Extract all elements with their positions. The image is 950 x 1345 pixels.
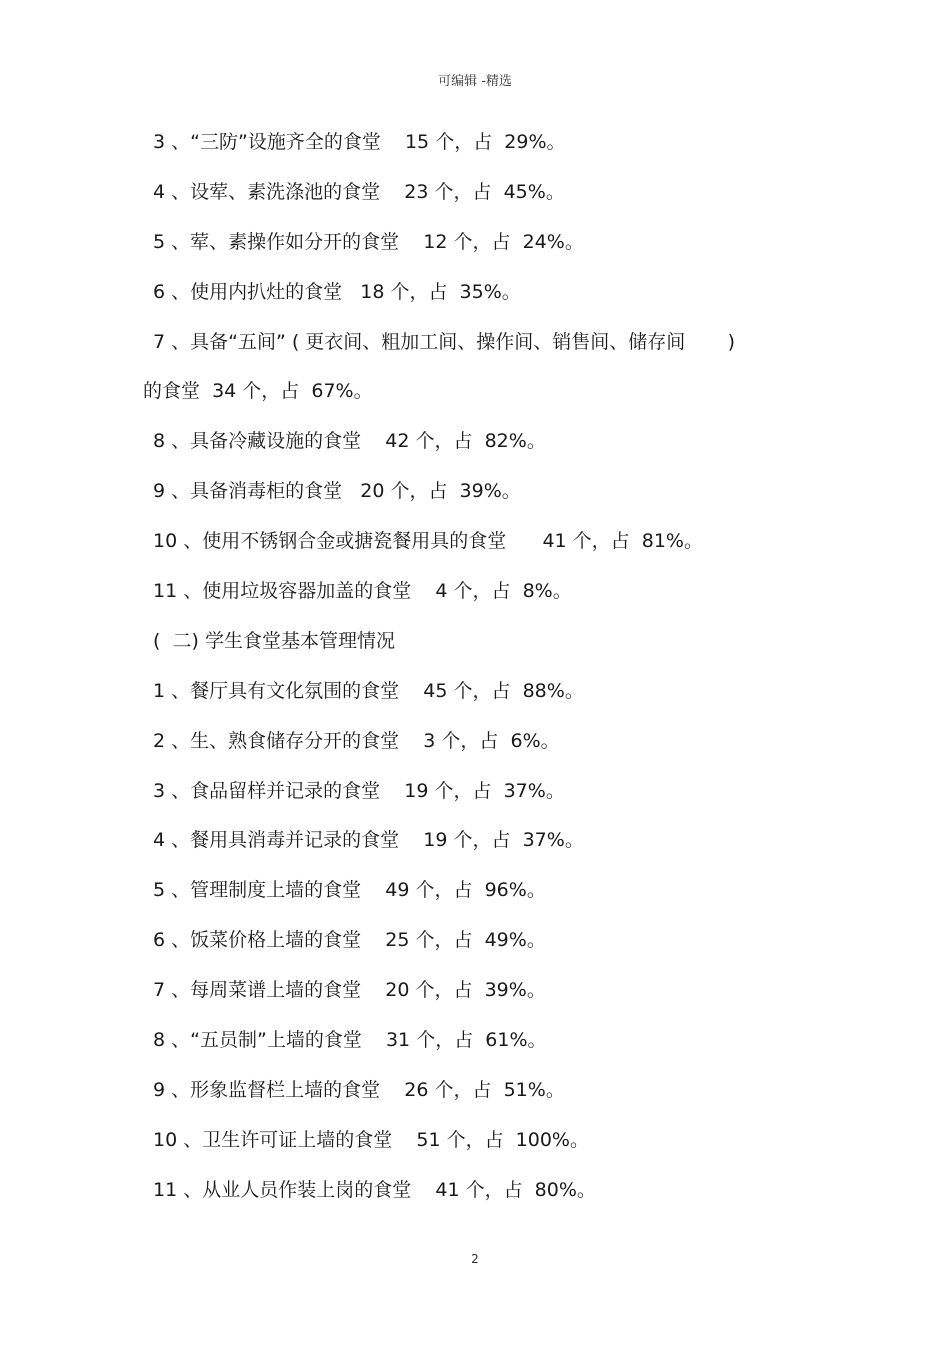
list-item: 11 、使用垃圾容器加盖的食堂 4 个，占 8%。 xyxy=(153,580,572,603)
list-item-continuation: 的食堂 34 个，占 67%。 xyxy=(143,380,373,403)
list-item: 11 、从业人员作装上岗的食堂 41 个，占 80%。 xyxy=(153,1178,596,1201)
list-item: 5 、管理制度上墙的食堂 49 个，占 96%。 xyxy=(153,879,546,902)
list-item: 3 、“三防”设施齐全的食堂 15 个，占 29%。 xyxy=(153,131,566,153)
list-item: 10 、卫生许可证上墙的食堂 51 个，占 100%。 xyxy=(153,1128,589,1151)
list-item: 6 、使用内扒灶的食堂 18 个，占 35%。 xyxy=(153,280,521,303)
list-item: 6 、饭菜价格上墙的食堂 25 个，占 49%。 xyxy=(153,929,546,952)
list-item: 5 、荤、素操作如分开的食堂 12 个，占 24%。 xyxy=(153,230,584,253)
page-header: 可编辑 -精选 xyxy=(438,74,512,89)
list-item: 9 、具备消毒柜的食堂 20 个，占 39%。 xyxy=(153,480,521,503)
list-item: 1 、餐厅具有文化氛围的食堂 45 个，占 88%。 xyxy=(153,679,584,702)
list-item: 7 、具备“五间” ( 更衣间、粗加工间、操作间、销售间、储存间 ) xyxy=(153,330,735,353)
list-item: 2 、生、熟食储存分开的食堂 3 个，占 6%。 xyxy=(153,729,560,752)
page-number: 2 xyxy=(471,1252,479,1266)
list-item: 3 、食品留样并记录的食堂 19 个，占 37%。 xyxy=(153,779,565,802)
list-item: 4 、餐用具消毒并记录的食堂 19 个，占 37%。 xyxy=(153,829,584,852)
list-item: 8 、具备冷藏设施的食堂 42 个，占 82%。 xyxy=(153,430,546,453)
list-item: 9 、形象监督栏上墙的食堂 26 个，占 51%。 xyxy=(153,1078,565,1101)
document-body xyxy=(0,122,950,1220)
list-item: 4 、设荤、素洗涤池的食堂 23 个，占 45%。 xyxy=(153,180,565,203)
list-item: 7 、每周菜谱上墙的食堂 20 个，占 39%。 xyxy=(153,979,546,1002)
list-item: 8 、“五员制”上墙的食堂 31 个，占 61%。 xyxy=(153,1029,547,1052)
section-heading: ( 二) 学生食堂基本管理情况 xyxy=(153,629,395,652)
list-item: 10 、使用不锈钢合金或搪瓷餐用具的食堂 41 个，占 81%。 xyxy=(153,530,703,553)
